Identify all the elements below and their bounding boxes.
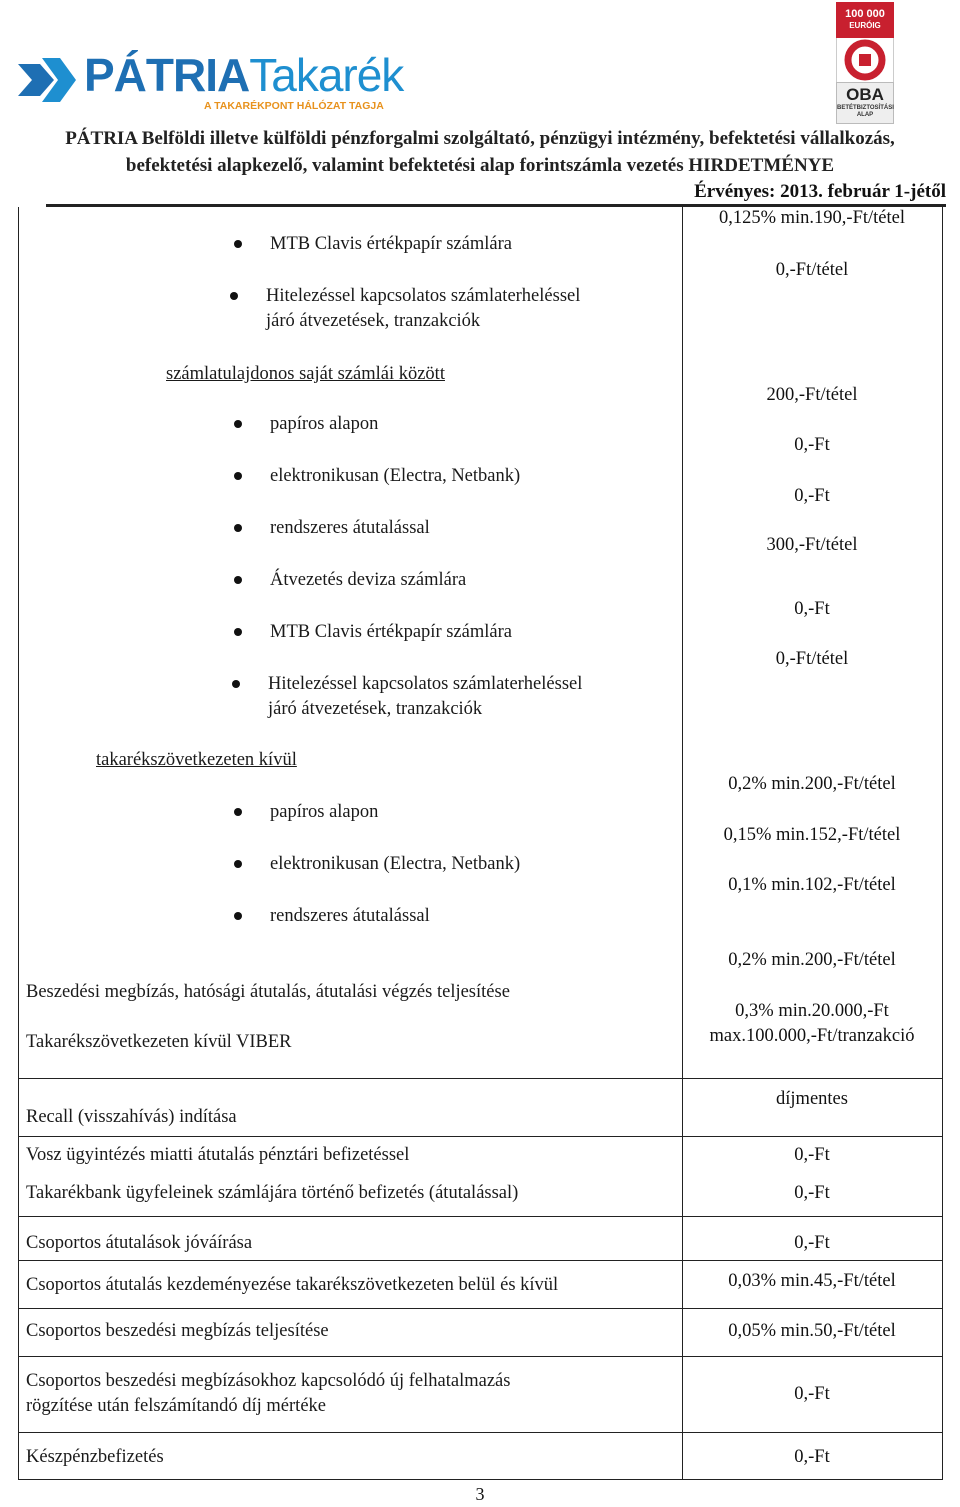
- fee-value: 0,-Ft/tétel: [775, 649, 849, 669]
- fee-value: max.100.000,-Ft/tranzakció: [709, 1026, 915, 1046]
- fee-value: 0,-Ft: [794, 1183, 830, 1203]
- valid-from-date: Érvényes: 2013. február 1-jétől: [694, 181, 946, 202]
- oba-badge: [836, 2, 894, 124]
- announcement-title-line2: befektetési alapkezelő, valamint befektetési alap forintszámla vezetés HIRDETMÉNYE: [125, 155, 835, 176]
- row-hitel-2-line2: járó átvezetések, tranzakciók: [268, 699, 483, 719]
- row-csoportos-felhatalmazas-line1: Csoportos beszedési megbízásokhoz kapcsolódó új felhatalmazás: [26, 1371, 511, 1391]
- section-sajat-szamlai: számlatulajdonos saját számlái között: [166, 364, 445, 384]
- fee-value: 0,3% min.20.000,-Ft: [735, 1001, 889, 1021]
- table-row-divider: [18, 1136, 943, 1137]
- page-number: 3: [475, 1484, 485, 1504]
- fee-value: 200,-Ft/tétel: [766, 385, 858, 405]
- table-border-left: [18, 207, 19, 1480]
- fee-value: 0,125% min.190,-Ft/tétel: [718, 208, 905, 228]
- row-csoportos-jovairas: Csoportos átutalások jóváírása: [26, 1233, 253, 1253]
- row-papiros-2: papíros alapon: [270, 802, 379, 822]
- fee-value: 0,-Ft: [794, 1145, 830, 1165]
- logo-tagline: A TAKARÉKPONT HÁLÓZAT TAGJA: [204, 100, 384, 112]
- bullet-icon: [234, 524, 242, 532]
- fee-value: díjmentes: [776, 1089, 848, 1109]
- row-beszedesi: Beszedési megbízás, hatósági átutalás, átutalási végzés teljesítése: [26, 982, 510, 1002]
- table-row-divider: [18, 1078, 943, 1079]
- table-border-bottom: [18, 1479, 943, 1480]
- fee-value: 0,-Ft: [794, 1233, 830, 1253]
- bullet-icon: [234, 628, 242, 636]
- table-border-right: [942, 207, 943, 1480]
- row-vosz: Vosz ügyintézés miatti átutalás pénztári befizetéssel: [26, 1145, 410, 1165]
- row-recall: Recall (visszahívás) indítása: [26, 1107, 237, 1127]
- fee-value: 0,03% min.45,-Ft/tétel: [728, 1271, 896, 1291]
- fee-value: 300,-Ft/tétel: [766, 535, 858, 555]
- row-rendszeres-2: rendszeres átutalással: [270, 906, 430, 926]
- fee-value: 0,05% min.50,-Ft/tétel: [728, 1321, 896, 1341]
- bullet-icon: [230, 292, 238, 300]
- oba-amount-box: 100 000 EURÓIG: [836, 2, 894, 38]
- row-csoportos-beszedesi: Csoportos beszedési megbízás teljesítése: [26, 1321, 329, 1341]
- row-takarekbank: Takarékbank ügyfeleinek számlájára történő befizetés (átutalással): [26, 1183, 519, 1203]
- row-viber: Takarékszövetkezeten kívül VIBER: [26, 1032, 292, 1052]
- bullet-icon: [234, 860, 242, 868]
- fee-value: 0,-Ft: [794, 435, 830, 455]
- row-mtb-clavis-2: MTB Clavis értékpapír számlára: [270, 622, 512, 642]
- fee-value: 0,-Ft: [794, 1384, 830, 1404]
- fee-value: 0,2% min.200,-Ft/tétel: [728, 950, 896, 970]
- fee-value: 0,-Ft: [794, 486, 830, 506]
- oba-circle-icon: [837, 38, 893, 82]
- bullet-icon: [232, 680, 240, 688]
- announcement-title-line1: PÁTRIA Belföldi illetve külföldi pénzforgalmi szolgáltató, pénzügyi intézmény, befektetési vállalkozás,: [65, 128, 895, 149]
- bullet-icon: [234, 240, 242, 248]
- section-kivul: takarékszövetkezeten kívül: [96, 750, 297, 770]
- logo-wordmark: PÁTRIATakarék: [84, 49, 404, 101]
- row-mtb-clavis-1: MTB Clavis értékpapír számlára: [270, 234, 512, 254]
- fee-value: 0,-Ft: [794, 599, 830, 619]
- row-elektronikus-2: elektronikusan (Electra, Netbank): [270, 854, 521, 874]
- row-csoportos-felhatalmazas-line2: rögzítése után felszámítandó díj mértéke: [26, 1396, 326, 1416]
- arrow-logo-icon: [14, 50, 78, 112]
- fee-value: 0,15% min.152,-Ft/tétel: [723, 825, 901, 845]
- row-elektronikus-1: elektronikusan (Electra, Netbank): [270, 466, 521, 486]
- fee-value: 0,-Ft/tétel: [775, 260, 849, 280]
- patria-logo: [14, 44, 404, 116]
- row-hitel-1-line1: Hitelezéssel kapcsolatos számlaterheléssel: [266, 286, 581, 306]
- row-keszpenzbefizetes: Készpénzbefizetés: [26, 1447, 164, 1467]
- bullet-icon: [234, 420, 242, 428]
- bullet-icon: [234, 912, 242, 920]
- fee-value: 0,1% min.102,-Ft/tétel: [728, 875, 896, 895]
- row-hitel-1-line2: járó átvezetések, tranzakciók: [266, 311, 481, 331]
- oba-emblem: [836, 38, 894, 82]
- bullet-icon: [234, 808, 242, 816]
- row-deviza: Átvezetés deviza számlára: [270, 570, 467, 590]
- row-rendszeres-1: rendszeres átutalással: [270, 518, 430, 538]
- row-csoportos-kezdemenyezes: Csoportos átutalás kezdeményezése takarékszövetkezeten belül és kívül: [26, 1275, 559, 1295]
- bullet-icon: [234, 576, 242, 584]
- table-row-divider: [18, 1260, 943, 1261]
- table-row-divider: [18, 1308, 943, 1309]
- oba-name-box: OBA BETÉTBIZTOSÍTÁSI ALAP: [836, 82, 894, 124]
- row-papiros-1: papíros alapon: [270, 414, 379, 434]
- table-row-divider: [18, 1356, 943, 1357]
- table-row-divider: [18, 1216, 943, 1217]
- table-row-divider: [18, 1432, 943, 1433]
- bullet-icon: [234, 472, 242, 480]
- row-hitel-2-line1: Hitelezéssel kapcsolatos számlaterheléssel: [268, 674, 583, 694]
- fee-value: 0,-Ft: [794, 1447, 830, 1467]
- fee-value: 0,2% min.200,-Ft/tétel: [728, 774, 896, 794]
